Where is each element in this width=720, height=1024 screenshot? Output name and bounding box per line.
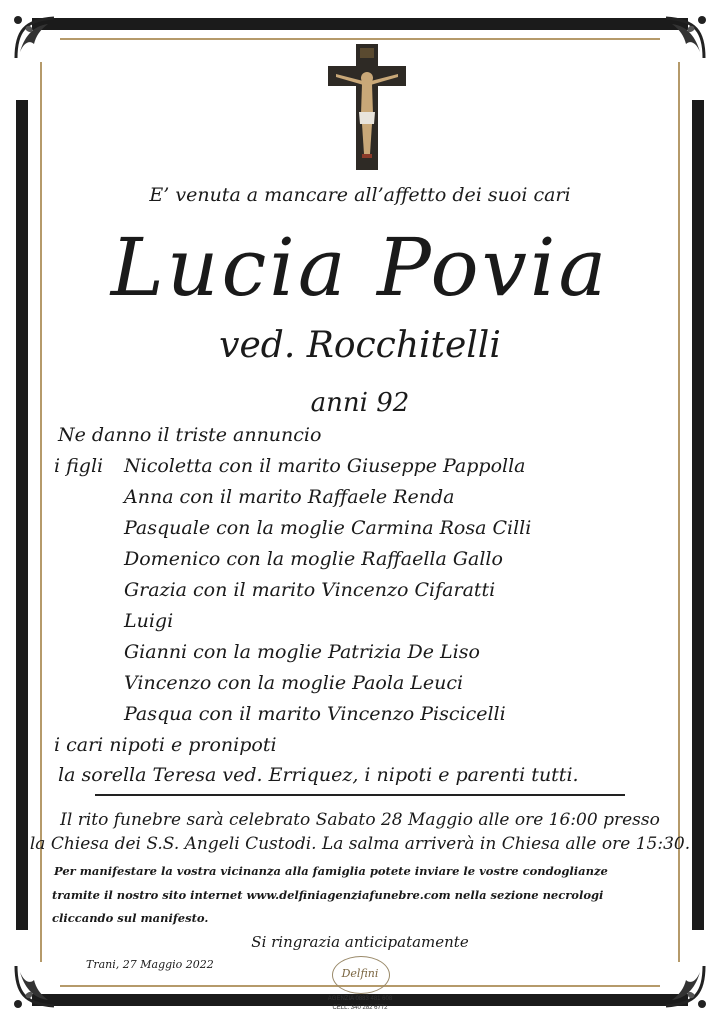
ceremony-line-1: Il rito funebre sarà celebrato Sabato 28 Maggio alle ore 16:00 presso <box>60 810 660 830</box>
children-label: i figli <box>54 455 104 477</box>
divider <box>95 794 625 796</box>
condolences-line-1: Per manifestare la vostra vicinanza alla famiglia potete inviare le vostre condoglianze <box>54 864 608 878</box>
list-item: Nicoletta con il marito Giuseppe Pappolla <box>124 455 526 477</box>
intro-text: E’ venuta a mancare all’affetto dei suoi cari <box>149 184 571 206</box>
condolences-line-3: cliccando sul manifesto. <box>52 911 209 925</box>
list-item: Grazia con il marito Vincenzo Cifaratti <box>124 579 496 601</box>
list-item: Gianni con la moglie Patrizia De Liso <box>124 641 480 663</box>
frame-top-bar <box>32 18 688 30</box>
gold-line-top <box>60 38 660 40</box>
agency-brand: Delfini <box>341 967 379 980</box>
sister-line: la sorella Teresa ved. Erriquez, i nipoti e parenti tutti. <box>58 764 579 786</box>
deceased-widow-of: ved. Rocchitelli <box>219 325 501 366</box>
thanks-text: Si ringrazia anticipatamente <box>251 933 469 951</box>
crucifix-icon <box>326 42 408 172</box>
list-item: Luigi <box>124 610 174 632</box>
frame-left-bar <box>16 100 28 930</box>
corner-ornament-icon <box>10 12 62 64</box>
list-item: Vincenzo con la moglie Paola Leuci <box>124 672 464 694</box>
list-item: Domenico con la moglie Raffaella Gallo <box>124 548 503 570</box>
corner-ornament-icon <box>10 960 62 1012</box>
list-item: Pasqua con il marito Vincenzo Piscicelli <box>124 703 506 725</box>
ceremony-line-2: la Chiesa dei S.S. Angeli Custodi. La salma arriverà in Chiesa alle ore 15:30. <box>29 834 691 854</box>
place-date: Trani, 27 Maggio 2022 <box>86 958 214 971</box>
grandchildren-line: i cari nipoti e pronipoti <box>54 734 277 756</box>
agency-phone: AGENZIA 0883 481 608 <box>327 996 393 1002</box>
deceased-age: anni 92 <box>310 388 410 418</box>
announcement-opening: Ne danno il triste annuncio <box>58 424 322 446</box>
condolences-line-2: tramite il nostro sito internet www.delfiniagenziafunebre.com nella sezione necrologi <box>52 888 604 902</box>
agency-logo <box>312 952 408 1018</box>
deceased-name: Lucia Povia <box>110 221 610 314</box>
list-item: Anna con il marito Raffaele Renda <box>124 486 455 508</box>
corner-ornament-icon <box>658 960 710 1012</box>
frame-right-bar <box>692 100 704 930</box>
list-item: Pasquale con la moglie Carmina Rosa Cilli <box>124 517 532 539</box>
agency-mobile: CELL. 340 282 6772 <box>332 1005 388 1011</box>
corner-ornament-icon <box>658 12 710 64</box>
